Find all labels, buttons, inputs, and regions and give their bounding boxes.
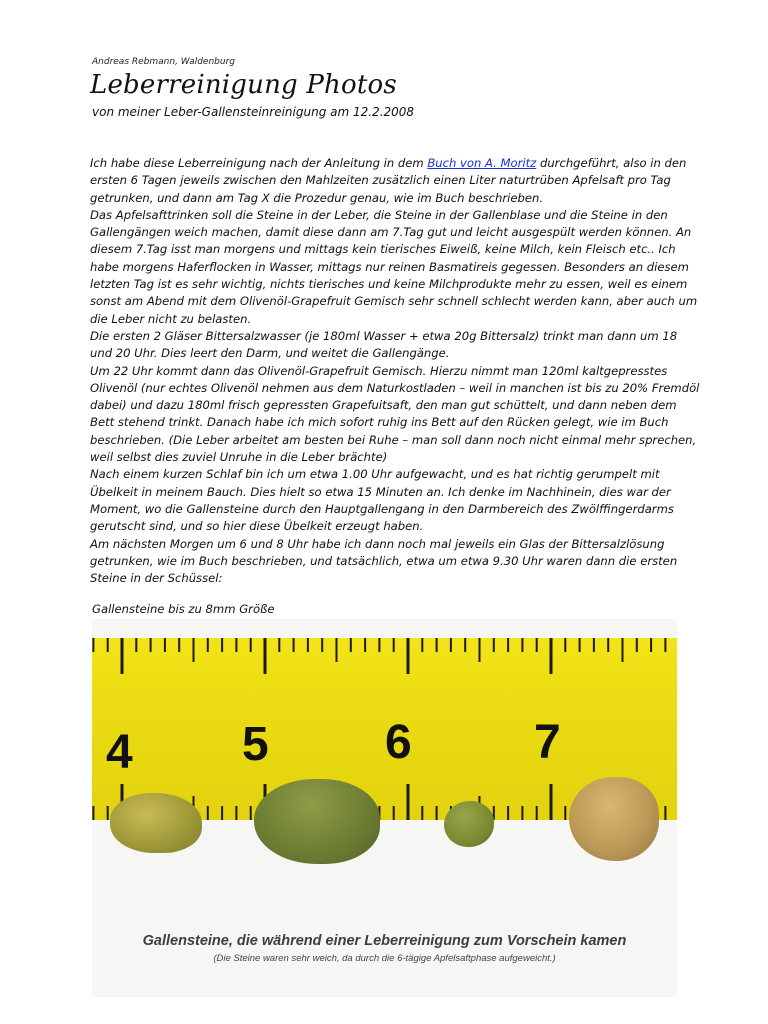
ruler-number-7: 7 [534,716,561,769]
paragraph-2: Das Apfelsafttrinken soll die Steine in der Leber, die Steine in der Gallenblase und die Steine in den Gallengängen weich machen, damit diese dann am 7.Tag gut und leicht ausgespült werden können. An diesem 7.Tag isst man morgens und mittags kein tierisches Eiweiß, keine Milch, kein Fleisch etc.. Ich habe morgens Haferflocken in Wasser, mittags nur reinen Basmatireis gegessen. Besonders an diesem letzten Tag ist es sehr wichtig, nichts tierisches und keine Milchprodukte mehr zu essen, weil es einem sonst am Abend mit dem Olivenöl-Grapefruit Gemisch sehr schnell schlecht werden kann, aber auch um die Leber nicht zu belasten. [90,207,698,326]
gallstone-2 [254,779,380,864]
photo-caption: Gallensteine, die während einer Leberreinigung zum Vorschein kamen [142,933,627,949]
photo-label: Gallensteine bis zu 8mm Größe [92,602,275,616]
paragraph-1 [90,155,700,207]
ruler-number-5: 5 [242,718,269,771]
book-link[interactable]: Buch von A. Moritz [427,156,537,170]
gallstone-4 [569,777,659,861]
paragraph-3: Die ersten 2 Gläser Bittersalzwasser (je 180ml Wasser + etwa 20g Bittersalz) trinkt man dann um 18 und 20 Uhr. Dies leert den Darm, und weitet die Gallengänge. [90,328,678,361]
ruler-number-4: 4 [106,726,133,779]
article-body [90,155,700,587]
paragraph-1-end: durchgeführt, also in den ersten 6 Tagen jeweils zwischen den Mahlzeiten zusätzlich einen Liter naturtrüben Apfelsaft pro Tag getrunken, und dann am Tag X die Prozedur genau, wie im Buch beschrieben. [90,156,687,205]
page-title: Leberreinigung Photos [90,70,397,100]
gallstone-3 [444,801,494,847]
photo-subcaption: (Die Steine waren sehr weich, da durch die 6-tägige Apfelsaftphase aufgeweicht.) [213,953,556,964]
gallstone-1 [110,793,202,853]
page-subtitle: von meiner Leber-Gallensteinreinigung am 12.2.2008 [92,105,415,119]
author-line: Andreas Rebmann, Waldenburg [92,57,235,67]
gallstones-photo [92,619,677,997]
ruler-number-6: 6 [385,716,412,769]
paragraph-6: Am nächsten Morgen um 6 und 8 Uhr habe ich dann noch mal jeweils ein Glas der Bittersalzlösung getrunken, wie im Buch beschrieben, und tatsächlich, etwa um etwa 9.30 Uhr waren dann die ersten Steine in der Schüssel: [90,536,678,586]
paragraph-5: Nach einem kurzen Schlaf bin ich um etwa 1.00 Uhr aufgewacht, und es hat richtig gerumpelt mit Übelkeit in meinem Bauch. Dies hielt so etwa 15 Minuten an. Ich denke im Nachhinein, dies war der Moment, wo die Gallensteine durch den Hauptgallengang in den Darmbereich des Zwölffingerdarms gerutscht sind, und so hier diese Übelkeit erzeugt haben. [90,467,674,534]
paragraph-1-start: Ich habe diese Leberreinigung nach der Anleitung in dem [90,156,428,170]
paragraph-4: Um 22 Uhr kommt dann das Olivenöl-Grapefruit Gemisch. Hierzu nimmt man 120ml kaltgepresstes Olivenöl (nur echtes Olivenöl nehmen aus dem Naturkostladen – weil in manchen ist bis zu 20% Fremdöl dabei) und dazu 180ml frisch gepressten Grapefuitsaft, den man gut schüttelt, und dann neben dem Bett stehend trinkt. Danach habe ich mich sofort ruhig ins Bett auf den Rücken gelegt, wie im Buch beschrieben. (Die Leber arbeitet am besten bei Ruhe – man soll dann noch nicht einmal mehr sprechen, weil selbst dies zuviel Unruhe in die Leber brächte) [90,363,700,465]
